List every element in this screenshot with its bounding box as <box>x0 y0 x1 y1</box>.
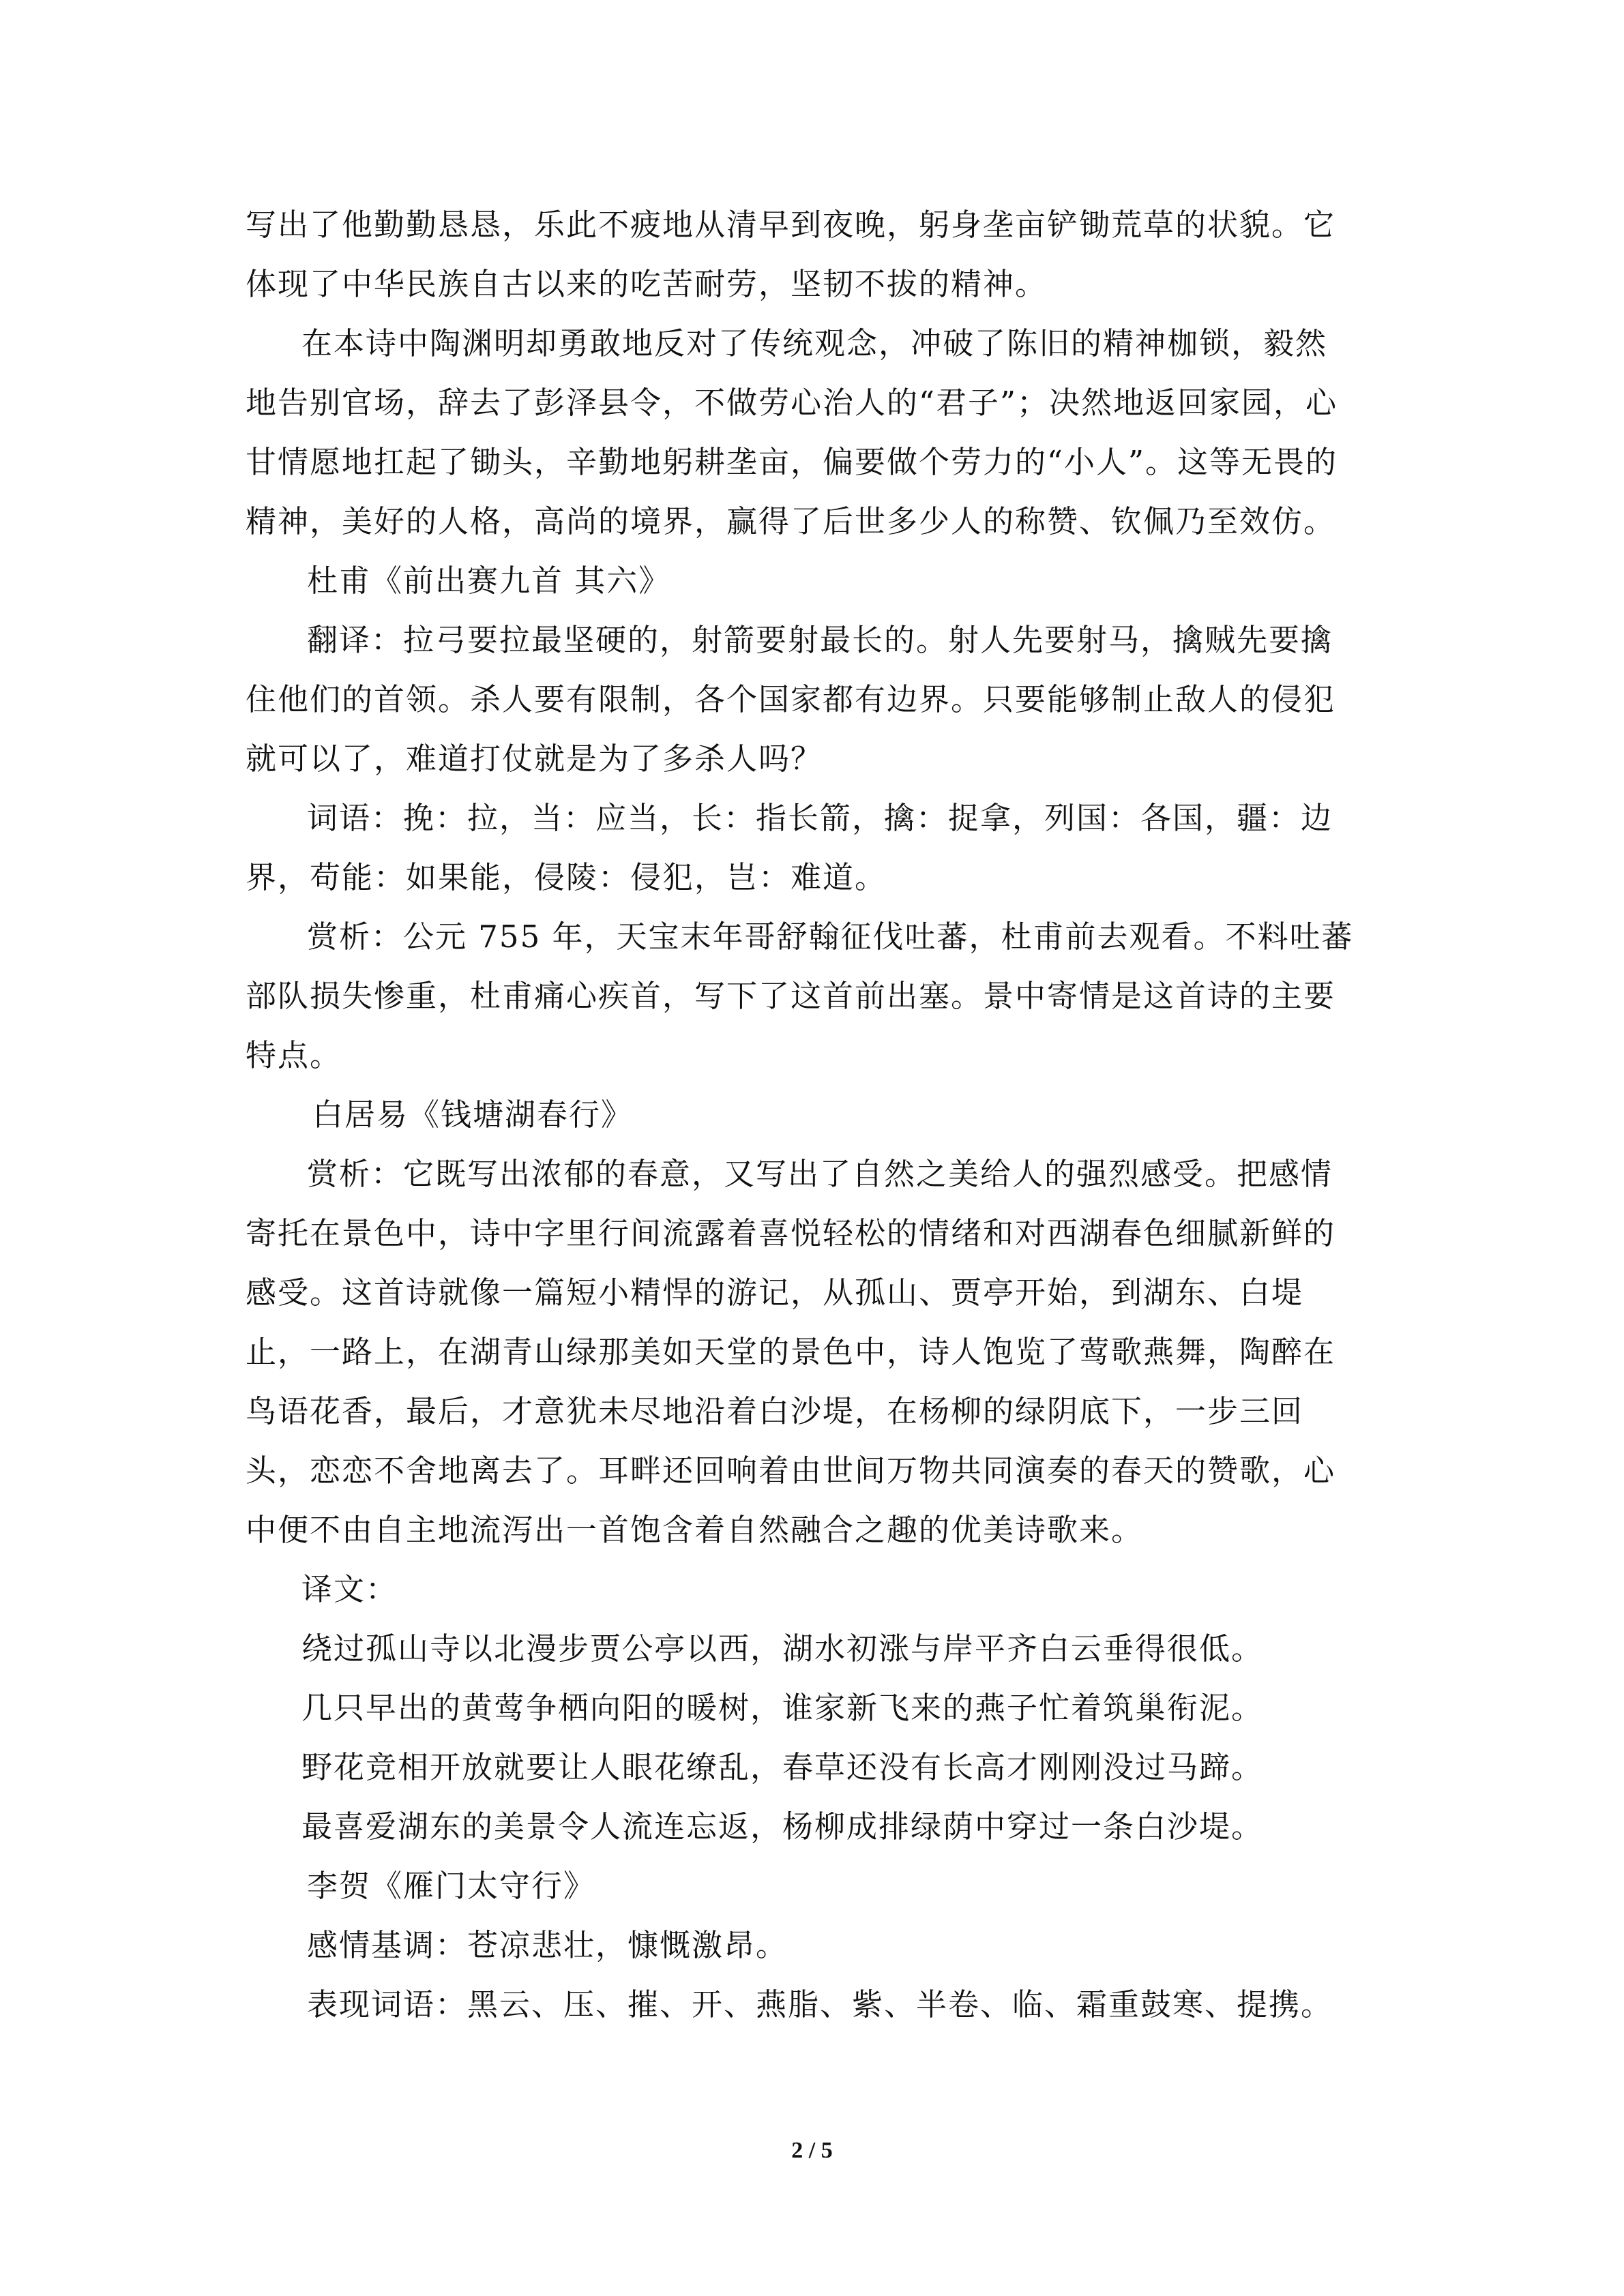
poem-line: 绕过孤山寺以北漫步贾公亭以西，湖水初涨与岸平齐白云垂得很低。 <box>301 1630 1264 1667</box>
text-line: 特点。 <box>246 1037 342 1073</box>
text-line: 甘情愿地扛起了锄头，辛勤地躬耕垄亩，偏要做个劳力的“小人”。这等无畏的 <box>246 444 1338 480</box>
text-line: 止，一路上，在湖青山绿那美如天堂的景色中，诗人饱览了莺歌燕舞，陶醉在 <box>246 1334 1336 1370</box>
poem-line: 最喜爱湖东的美景令人流连忘返，杨柳成排绿荫中穿过一条白沙堤。 <box>301 1808 1264 1845</box>
text-line: 界，苟能：如果能，侵陵：侵犯，岂：难道。 <box>246 859 887 895</box>
text-line: 中便不由自主地流泻出一首饱含着自然融合之趣的优美诗歌来。 <box>246 1512 1144 1548</box>
paragraph-start: 翻译：拉弓要拉最坚硬的，射箭要射最长的。射人先要射马，擒贼先要擒 <box>307 622 1333 658</box>
poem-line: 野花竞相开放就要让人眼花缭乱，春草还没有长高才刚刚没过马蹄。 <box>301 1749 1264 1785</box>
text-line: 鸟语花香，最后，才意犹未尽地沿着白沙堤，在杨柳的绿阴底下，一步三回 <box>246 1393 1304 1429</box>
text-line: 部队损失惨重，杜甫痛心疾首，写下了这首前出塞。景中寄情是这首诗的主要 <box>246 978 1336 1014</box>
paragraph-start: 词语：挽：拉，当：应当，长：指长箭，擒：捉拿，列国：各国，疆：边 <box>307 800 1333 836</box>
section-heading: 杜甫《前出赛九首 其六》 <box>307 563 671 599</box>
poem-line: 几只早出的黄莺争栖向阳的暖树，谁家新飞来的燕子忙着筑巢衔泥。 <box>301 1690 1264 1726</box>
section-heading: 李贺《雁门太守行》 <box>307 1868 596 1904</box>
paragraph-start: 在本诗中陶渊明却勇敢地反对了传统观念，冲破了陈旧的精神枷锁，毅然 <box>301 325 1328 361</box>
text-line: 感受。这首诗就像一篇短小精悍的游记，从孤山、贾亭开始，到湖东、白堤 <box>246 1274 1304 1311</box>
text-line: 体现了中华民族自古以来的吃苦耐劳，坚韧不拔的精神。 <box>246 266 1048 302</box>
text-line: 就可以了，难道打仗就是为了多杀人吗？ <box>246 741 823 777</box>
text-line: 头，恋恋不舍地离去了。耳畔还回响着由世间万物共同演奏的春天的赞歌，心 <box>246 1452 1336 1489</box>
text-line: 寄托在景色中，诗中字里行间流露着喜悦轻松的情绪和对西湖春色细腻新鲜的 <box>246 1215 1336 1251</box>
translation-label: 译文： <box>301 1571 398 1607</box>
text-line: 地告别官场，辞去了彭泽县令，不做劳心治人的“君子”；决然地返回家园，心 <box>246 385 1338 421</box>
paragraph-start: 赏析：公元 755 年，天宝末年哥舒翰征伐吐蕃，杜甫前去观看。不料吐蕃 <box>307 919 1354 955</box>
text-line: 表现词语：黑云、压、摧、开、燕脂、紫、半卷、临、霜重鼓寒、提携。 <box>307 1986 1333 2023</box>
text-line: 精神，美好的人格，高尚的境界，赢得了后世多少人的称赞、钦佩乃至效仿。 <box>246 503 1336 539</box>
text-line: 感情基调：苍凉悲壮，慷慨激昂。 <box>307 1927 788 1963</box>
text-line: 住他们的首领。杀人要有限制，各个国家都有边界。只要能够制止敌人的侵犯 <box>246 681 1336 717</box>
paragraph-start: 赏析：它既写出浓郁的春意，又写出了自然之美给人的强烈感受。把感情 <box>307 1156 1333 1192</box>
text-line: 写出了他勤勤恳恳，乐此不疲地从清早到夜晚，躬身垄亩铲锄荒草的状貌。它 <box>246 207 1336 243</box>
section-heading: 白居易《钱塘湖春行》 <box>312 1097 634 1133</box>
page-indicator: 2 / 5 <box>791 2138 833 2163</box>
